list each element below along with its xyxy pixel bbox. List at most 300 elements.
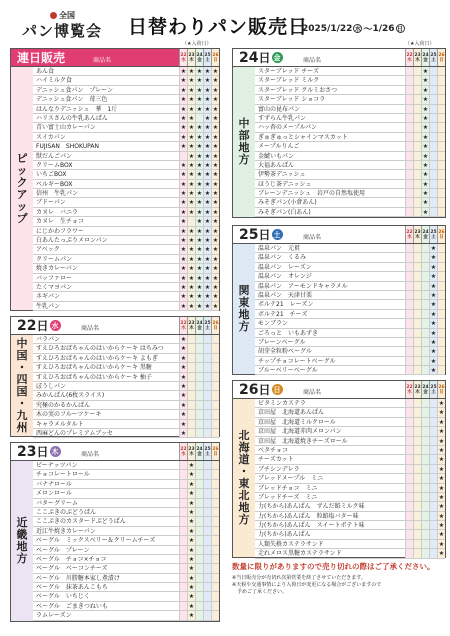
product-row [33, 283, 219, 292]
availability-stars: ★ [405, 329, 445, 337]
product-name: 近江牛焼きカレーパン [36, 527, 96, 535]
product-name: みかんぱん(6枚スライス) [36, 392, 105, 400]
product-name: ブドーパン [36, 199, 66, 207]
availability-stars: ★ [179, 344, 219, 352]
product-row [255, 418, 445, 427]
product-row [255, 300, 445, 309]
availability-stars: ★ [179, 602, 219, 610]
product-row [33, 95, 219, 104]
product-row [33, 170, 219, 179]
day-column-header: 25 土 [203, 443, 211, 460]
availability-stars: ★ [405, 502, 445, 510]
day-columns-header [179, 49, 219, 66]
product-row [33, 429, 219, 438]
product-row [33, 592, 219, 601]
product-row [33, 611, 219, 620]
day-column-header: 26 日 [437, 49, 445, 66]
product-name: いちごBOX [36, 171, 67, 179]
product-name: ベーグル 川勝糖本家し煮漬け [36, 574, 120, 582]
day-column-header: 24 金 [421, 49, 429, 66]
product-name: 温泉パン 元祖 [258, 245, 301, 252]
availability-stars: ★ [405, 493, 445, 501]
product-row [33, 536, 219, 545]
product-name: 牛乳パン [36, 302, 61, 310]
day-columns-header [405, 226, 445, 243]
product-row [255, 540, 445, 549]
product-row [255, 347, 445, 356]
product-row [33, 264, 219, 273]
availability-stars: ★ [179, 391, 219, 399]
page-title: 日替わりパン販売日 [128, 16, 309, 38]
product-name: 人類失格カステラサンド [258, 540, 324, 548]
product-name: 力(ちから)あんぱん [258, 531, 311, 539]
availability-stars: ★ ★ ★ ★ ★ [180, 293, 219, 301]
availability-stars: ★ ★ ★ ★ ★ [180, 105, 219, 113]
availability-stars: ★ ★ ★ ★ ★ [180, 190, 219, 198]
legend-note-left: （★入荷日） [182, 41, 212, 47]
availability-stars: ★ [405, 152, 445, 160]
availability-stars: ★ [179, 429, 219, 437]
product-name: すえひろおばちゃんのはいからケーキ はちみつ [36, 345, 164, 353]
footer-notes [232, 561, 446, 596]
availability-stars: ★ [405, 418, 445, 426]
product-name-header: 商品名 [303, 389, 322, 396]
availability-stars: ★ ★ ★ ★ [180, 218, 219, 226]
availability-stars: ★ [179, 480, 219, 488]
product-name-header: 商品名 [93, 57, 112, 64]
day-column-header: 23 木 [413, 49, 421, 66]
product-name: ブレッドチョコ ミニ [258, 484, 318, 492]
product-name: 伊勢茶デニッシュ [258, 171, 306, 179]
block-daily [10, 48, 220, 311]
product-name: ほうじ茶デニッシュ [258, 180, 312, 188]
product-row [255, 244, 445, 253]
legend-note-right: （★入荷日） [405, 41, 435, 47]
product-name: 胡芽全粒粉ベーグル [258, 348, 312, 356]
day-column-header: 22 水 [179, 443, 187, 460]
product-name: すずらん牛乳パン [258, 114, 307, 122]
product-row [33, 236, 219, 245]
product-row [255, 319, 445, 328]
logo-main-text: パン博覧会 [22, 22, 103, 40]
day-number: 24 [239, 49, 259, 66]
day-column-header: 24 金 [421, 381, 429, 398]
availability-stars: ★ [405, 170, 445, 178]
product-name-header: 商品名 [81, 325, 100, 332]
product-name: 走れメロス黒糖カステラサンド [258, 550, 342, 558]
availability-stars: ★ ★ ★ ★ ★ [180, 68, 219, 75]
availability-stars: ★ ★ ★ ★ ★ [180, 199, 219, 207]
availability-stars: ★ ★ ★ ★ ★ [180, 246, 219, 254]
availability-stars: ★ [405, 549, 445, 557]
date-range: 2025/1/22 水 〜 1/26 日 [302, 23, 404, 35]
day-of-week-badge: 日 [273, 385, 281, 394]
day-column-header: 24 金 [421, 226, 429, 243]
product-row [33, 274, 219, 283]
day-column-header: 26 日 [437, 381, 445, 398]
availability-stars: ★ [179, 461, 219, 469]
product-row [255, 512, 445, 521]
availability-stars: ★ [405, 319, 445, 327]
block-header [233, 49, 445, 67]
product-name: カヌレ バニラ [36, 208, 79, 216]
availability-stars: ★ [405, 437, 445, 445]
availability-stars: ★ ★ ★ ★ ★ [180, 77, 219, 85]
product-row [33, 245, 219, 254]
product-name: バターグリーム [36, 499, 79, 507]
product-row [33, 335, 219, 344]
product-row [33, 152, 219, 161]
availability-stars: ★ ★ ★ ★ ★ [180, 161, 219, 169]
product-row [33, 344, 219, 353]
product-name: ボルテ21 チーズ [258, 310, 308, 318]
product-name: 白あんたっぷりメロンパン [36, 237, 108, 245]
block-title: 22 日 水 [17, 317, 59, 334]
product-row [33, 86, 219, 95]
availability-stars: ★ [405, 95, 445, 103]
product-row [33, 382, 219, 391]
availability-stars: ★ [179, 420, 219, 428]
availability-stars: ★ [179, 536, 219, 544]
product-name: 力(ちから)あんぱん スイートポテト味 [258, 522, 365, 530]
availability-stars: ★ [405, 208, 445, 216]
product-name: 金鯱いもパン [258, 152, 295, 160]
availability-stars: ★ ★ ★ ★ ★ [180, 133, 219, 141]
availability-stars: ★ [179, 363, 219, 371]
product-name: ベーグル いちじく [36, 593, 90, 601]
day-of-week-badge: 土 [273, 230, 281, 239]
product-row [33, 602, 219, 611]
product-name: ボルテ21 レーズン [258, 301, 314, 309]
product-name: スターブレッド チーズ [258, 68, 320, 75]
product-name: ベルギーBOX [36, 180, 73, 188]
product-row [33, 208, 219, 217]
product-row [255, 408, 445, 417]
product-name: ハイミルク食 [36, 77, 72, 85]
product-row [255, 161, 445, 170]
product-name: バッファロー [36, 274, 72, 282]
availability-stars: ★ [405, 300, 445, 308]
product-row [255, 338, 445, 347]
product-row [33, 161, 219, 170]
product-row [255, 474, 445, 483]
product-row [33, 470, 219, 479]
block-header [233, 226, 445, 244]
product-row [33, 583, 219, 592]
product-row [33, 105, 219, 114]
availability-stars: ★ ★ ★ ★ ★ [180, 180, 219, 188]
product-row [255, 530, 445, 539]
product-name: ブルーベリーベーグル [258, 367, 318, 375]
day-of-week-badge: 木 [51, 447, 59, 456]
product-name: ここぷきのカスタードぷどうぱん [36, 518, 126, 526]
product-list [33, 461, 219, 621]
day-number: 25 [239, 226, 259, 243]
day-column-header: 24 金 [195, 443, 203, 460]
product-name: 獣だんごパン [36, 152, 73, 160]
product-list [255, 399, 445, 559]
day-column-header: 24 金 [195, 317, 203, 334]
availability-stars: ★ ★ ★ ★ ★ [180, 265, 219, 273]
product-name: モンブラン [258, 320, 289, 328]
block-title: 連日販売 [17, 51, 66, 65]
availability-stars: ★ ★ ★ ★ [179, 152, 219, 160]
product-name: ハッ杏のメープルパン [258, 124, 318, 132]
product-row [33, 292, 219, 301]
day-column-header: 26 日 [437, 226, 445, 243]
availability-stars: ★ [405, 114, 445, 122]
availability-stars: ★ [179, 583, 219, 591]
availability-stars: ★ [405, 366, 445, 374]
availability-stars: ★ [179, 546, 219, 554]
day-column-header: 23 木 [413, 226, 421, 243]
product-row [33, 302, 219, 311]
product-row [255, 310, 445, 319]
product-name: 力(ちから)あんぱん ずんだ餡ミルク味 [258, 503, 365, 511]
product-row [33, 555, 219, 564]
region-label: 近 畿 地 方 [11, 461, 33, 621]
block-title: 25 日 土 [239, 226, 281, 243]
day-columns-header [179, 443, 219, 460]
day-column-header: 22 水 [405, 381, 413, 398]
product-name: クリームBOX [36, 161, 73, 169]
product-row [255, 86, 445, 95]
product-name: 京田屋 北海道焼きチーズロール [258, 437, 348, 445]
product-name: 温泉パン 天津甘栗 [258, 291, 313, 299]
footer-line-1: ※当日販売分が売切れ次第営業を終了させていただきます。 [232, 575, 366, 581]
event-logo [18, 10, 118, 40]
day-column-header: 22 水 [179, 317, 187, 334]
region-label: ピ ッ ク ア ッ プ [11, 67, 33, 310]
availability-stars: ★ [405, 67, 445, 75]
day-column-header: 22 水 [405, 49, 413, 66]
product-name: 温泉パン アーモンドキャラメル [258, 282, 348, 290]
product-name: ブレッドメープル ミニ [258, 475, 324, 483]
product-row [33, 67, 219, 76]
region-label: 北 海 道 ・ 東 北 地 方 [233, 399, 255, 557]
footer-line-2: ※天候や交通事情により入荷日が変更になる場合がございますので [232, 582, 382, 588]
product-row [255, 76, 445, 85]
day-column-header: 25 土 [203, 317, 211, 334]
footer-line-3: 予めご了承ください。 [232, 589, 288, 595]
block-header [11, 443, 219, 461]
availability-stars: ★ ★ ★ ★ ★ [180, 283, 219, 291]
availability-stars: ★ [179, 470, 219, 478]
availability-stars: ★ [405, 310, 445, 318]
availability-stars: ★ [405, 347, 445, 355]
product-row [33, 527, 219, 536]
product-row [33, 217, 219, 226]
day-column-header: 26 日 [211, 49, 219, 66]
block-header [11, 49, 219, 67]
logo-small-text: 全国 [59, 11, 75, 20]
day-column-header: 22 水 [179, 49, 187, 66]
product-name-header: 商品名 [303, 234, 322, 241]
product-row [33, 363, 219, 372]
product-row [33, 489, 219, 498]
day-column-header: 23 木 [187, 317, 195, 334]
product-row [255, 282, 445, 291]
product-name: にじかわフラワー [36, 227, 85, 235]
product-name: アベック [36, 246, 60, 254]
availability-stars: ★ [179, 382, 219, 390]
availability-stars: ★ [405, 408, 445, 416]
product-row [33, 255, 219, 264]
day-number: 26 [239, 381, 259, 398]
product-name: すえひろおばちゃんのはいからケーキ よもぎ [36, 354, 158, 362]
product-name: すえひろおばちゃんのはいからケーキ 柚子 [36, 373, 152, 381]
product-name: ラムレーズン [36, 612, 72, 620]
product-row [33, 114, 219, 123]
availability-stars: ★ [179, 592, 219, 600]
product-name: ベーグル チョコ×チョコ [36, 555, 107, 563]
availability-stars: ★ [405, 142, 445, 150]
product-name: チョコレートロール [36, 471, 90, 479]
product-row [255, 502, 445, 511]
day-column-header: 23 木 [187, 443, 195, 460]
product-row [255, 427, 445, 436]
product-row [33, 499, 219, 508]
product-row [255, 272, 445, 281]
availability-stars: ★ [405, 540, 445, 548]
product-row [255, 114, 445, 123]
product-row [33, 354, 219, 363]
region-label: 関 東 地 方 [233, 244, 255, 374]
availability-stars: ★ [179, 489, 219, 497]
product-name: ブレーンデニッシュ 岩戸の自然塩使用 [258, 190, 366, 198]
region-label: 中 国 ・ 四 国 ・ 九 州 [11, 335, 33, 436]
product-row [255, 95, 445, 104]
availability-stars: ★ [405, 244, 445, 252]
product-name: ベーグル プレーン [36, 546, 90, 554]
availability-stars: ★ ★ ★ ★ ★ [180, 124, 219, 132]
availability-stars: ★ [405, 399, 445, 407]
product-row [33, 574, 219, 583]
day-column-header: 25 土 [203, 49, 211, 66]
availability-stars: ★ [179, 499, 219, 507]
product-name: FUJISAN SHOKUPAN [36, 143, 99, 151]
availability-stars: ★ [405, 161, 445, 169]
product-row [33, 461, 219, 470]
product-row [33, 508, 219, 517]
product-name: 大福あんぱん [258, 161, 295, 169]
day-column-header: 26 日 [211, 443, 219, 460]
day-number: 23 [17, 443, 37, 460]
product-name: ビーナッツパン [36, 462, 78, 469]
availability-stars: ★ [405, 512, 445, 520]
product-name-header: 商品名 [81, 451, 100, 458]
block-23 [10, 442, 220, 622]
block-26 [232, 380, 446, 558]
product-row [255, 437, 445, 446]
product-row [255, 142, 445, 151]
product-row [33, 517, 219, 526]
availability-stars: ★ [405, 133, 445, 141]
availability-stars: ★ ★ ★ ★ ★ [180, 302, 219, 310]
product-name: 焼きカレーパン [36, 265, 78, 273]
product-row [33, 420, 219, 429]
product-row [33, 180, 219, 189]
product-row [255, 399, 445, 408]
product-name: スターブレッド ショコラ [258, 96, 326, 104]
product-name: ぎゅぎゅっとシャインマスカット [258, 133, 348, 141]
product-row [33, 410, 219, 419]
availability-stars: ★ [405, 427, 445, 435]
product-row [255, 208, 445, 217]
block-header [11, 317, 219, 335]
product-name: メープルりんご [258, 143, 300, 151]
product-name: ぼうしパン [36, 382, 67, 390]
product-name: ベーグル ミックスベリー＆クリームチーズ [36, 537, 156, 545]
availability-stars: ★ [405, 455, 445, 463]
product-name: すえひろおばちゃんのはいからケーキ 黒糖 [36, 364, 152, 372]
product-name: はんなりデニッシュ 華 1斤 [36, 105, 118, 113]
availability-stars: ★ [405, 465, 445, 473]
availability-stars: ★ [179, 373, 219, 381]
product-name: メロンロール [36, 490, 72, 498]
product-name: 西麻どんのプレミアムブッセ [36, 429, 113, 437]
product-name: 温泉パン オレンジ [258, 273, 312, 281]
product-row [255, 198, 445, 207]
availability-stars: ★ [405, 105, 445, 113]
availability-stars: ★ [405, 263, 445, 271]
product-name: 富山の昆布パン [258, 105, 301, 113]
product-list [33, 335, 219, 438]
product-row [255, 123, 445, 132]
product-row [33, 480, 219, 489]
product-row [255, 189, 445, 198]
day-column-header: 25 土 [429, 226, 437, 243]
product-name: 木の実のフルーツケーキ [36, 411, 102, 419]
product-row [255, 549, 445, 558]
product-name: ベーグル ベーコンチーズ [36, 565, 108, 573]
day-column-header: 25 土 [429, 381, 437, 398]
availability-stars: ★ [405, 76, 445, 84]
availability-stars: ★ [179, 517, 219, 525]
product-row [33, 227, 219, 236]
product-name: ごろっと いもあずき [258, 329, 319, 337]
availability-stars: ★ [405, 484, 445, 492]
availability-stars: ★ [405, 189, 445, 197]
product-name: チーズカット [258, 456, 294, 464]
product-row [33, 391, 219, 400]
availability-stars: ★ [405, 272, 445, 280]
availability-stars: ★ [405, 530, 445, 538]
footer-warning: 数量に限りがありますので売り切れの際はご了承ください。 [232, 562, 435, 571]
day-columns-header [405, 381, 445, 398]
product-name: スターブレッド クルミおさつ [258, 86, 338, 94]
product-row [33, 76, 219, 85]
block-24 [232, 48, 446, 218]
region-label: 中 部 地 方 [233, 67, 255, 217]
availability-stars: ★ [405, 338, 445, 346]
product-name: ハリスさんの牛乳あんぱん [36, 114, 108, 122]
product-row [33, 401, 219, 410]
product-name: バナナロール [36, 480, 72, 488]
product-name: 温泉パン くるみ [258, 254, 307, 262]
day-column-header: 24 金 [195, 49, 203, 66]
day-of-week-badge: 金 [273, 53, 281, 62]
product-row [255, 446, 445, 455]
product-row [255, 493, 445, 502]
product-name: あん食 [36, 68, 55, 75]
block-25 [232, 225, 446, 375]
product-row [33, 123, 219, 132]
product-row [255, 152, 445, 161]
availability-stars: ★ [405, 446, 445, 454]
day-column-header: 25 土 [429, 49, 437, 66]
product-list [33, 67, 219, 311]
